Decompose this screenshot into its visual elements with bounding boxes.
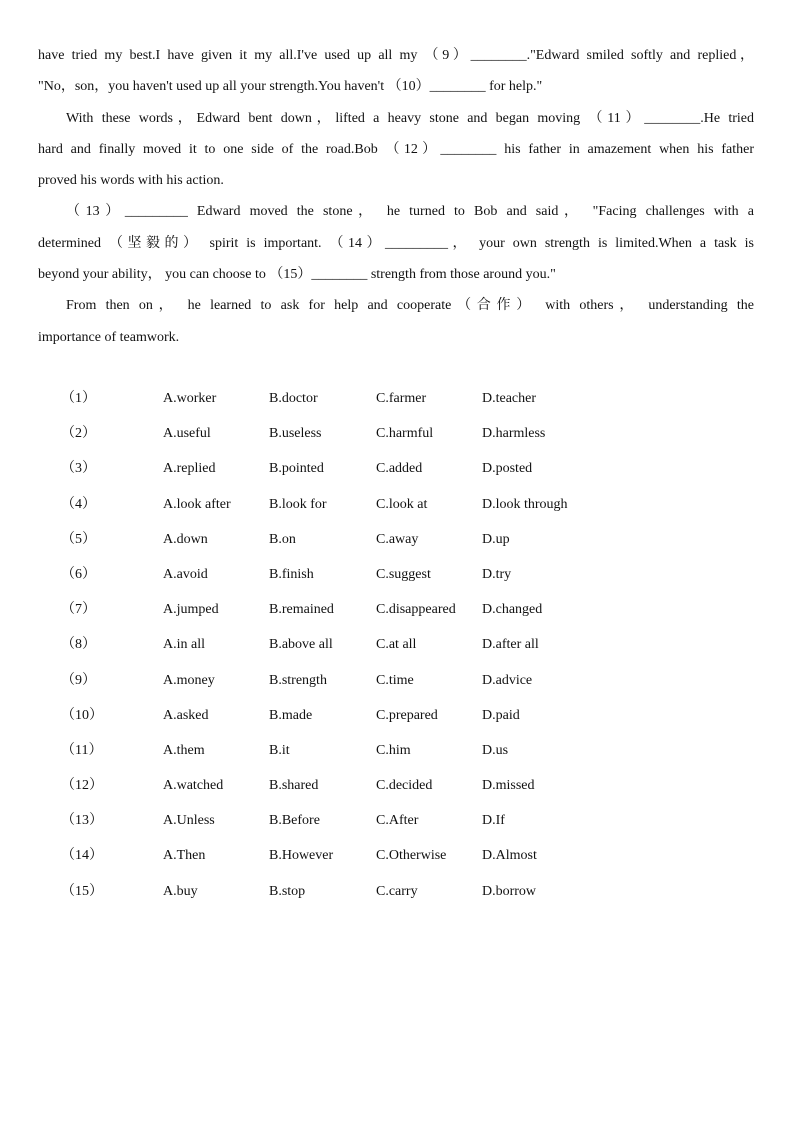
option-a: A.in all — [163, 637, 205, 653]
passage-line: hard and finally moved it to one side of the road.Bob （12）________ his father in amazement when his father — [38, 141, 754, 157]
question-row — [0, 522, 794, 557]
option-d: D.If — [482, 813, 505, 829]
option-c: C.decided — [376, 778, 433, 794]
option-d: D.advice — [482, 672, 533, 688]
question-number: （14） — [61, 848, 103, 864]
question-row — [0, 874, 794, 909]
option-a: A.watched — [163, 778, 224, 794]
option-a: A.buy — [163, 883, 198, 899]
option-a: A.Then — [163, 848, 206, 864]
option-d: D.paid — [482, 707, 520, 723]
option-a: A.asked — [163, 707, 209, 723]
question-number: （13） — [61, 813, 103, 829]
option-a: A.replied — [163, 461, 216, 477]
question-number: （1） — [61, 391, 96, 406]
question-number: （8） — [61, 637, 96, 653]
option-d: D.posted — [482, 461, 533, 477]
option-b: B.look for — [269, 496, 327, 512]
option-b: B.useless — [269, 426, 322, 442]
passage-line: （13）_________ Edward moved the stone， he turned to Bob and said， "Facing challenges with a — [66, 204, 754, 220]
option-b: B.stop — [269, 883, 306, 899]
option-c: C.added — [376, 461, 423, 477]
option-d: D.look through — [482, 496, 568, 512]
option-c: C.carry — [376, 883, 418, 899]
option-d: D.borrow — [482, 883, 537, 899]
question-row — [0, 838, 794, 873]
question-row — [0, 487, 794, 522]
option-c: C.look at — [376, 496, 428, 512]
option-c: C.After — [376, 813, 419, 829]
option-c: C.him — [376, 742, 411, 758]
option-c: C.Otherwise — [376, 848, 447, 864]
option-c: C.time — [376, 672, 414, 688]
question-number: （2） — [61, 426, 96, 442]
option-b: B.However — [269, 848, 334, 864]
question-number: （15） — [61, 883, 103, 899]
option-d: D.try — [482, 566, 512, 582]
option-b: B.pointed — [269, 461, 324, 477]
passage-line: beyond your ability， you can choose to （15）________ strength from those around you." — [38, 267, 556, 283]
question-number: （9） — [61, 672, 96, 688]
option-b: B.made — [269, 707, 313, 723]
option-b: B.strength — [269, 672, 327, 688]
question-row — [0, 557, 794, 592]
option-b: B.finish — [269, 566, 314, 582]
option-d: D.changed — [482, 602, 543, 618]
question-number: （11） — [61, 742, 103, 758]
question-row — [0, 803, 794, 838]
option-b: B.Before — [269, 813, 320, 829]
option-a: A.worker — [163, 391, 217, 406]
question-row — [0, 698, 794, 733]
option-b: B.doctor — [269, 391, 318, 406]
option-a: A.Unless — [163, 813, 215, 829]
question-number: （6） — [61, 566, 96, 582]
option-c: C.farmer — [376, 391, 427, 406]
passage-line: With these words，Edward bent down，lifted a heavy stone and began moving （11）________.He tried — [66, 110, 754, 126]
option-b: B.it — [269, 742, 290, 758]
question-number: （5） — [61, 531, 96, 547]
question-number: （3） — [61, 461, 96, 477]
question-number: （4） — [61, 496, 96, 512]
question-row — [0, 768, 794, 803]
passage-line: "No，son，you haven't used up all your strength.You haven't （10）________ for help." — [38, 79, 543, 95]
question-row — [0, 451, 794, 486]
question-number: （7） — [61, 602, 96, 618]
question-row — [0, 592, 794, 627]
option-d: D.Almost — [482, 848, 537, 864]
option-a: A.useful — [163, 426, 211, 442]
passage-line: proved his words with his action. — [38, 173, 224, 189]
option-a: A.jumped — [163, 602, 219, 618]
question-row — [0, 663, 794, 698]
option-a: A.look after — [163, 496, 231, 512]
option-a: A.them — [163, 742, 205, 758]
option-d: D.teacher — [482, 391, 537, 406]
passage-text — [38, 40, 754, 353]
option-d: D.up — [482, 531, 510, 547]
option-d: D.after all — [482, 637, 539, 653]
passage-line: have tried my best.I have given it my all.I've used up all my （9）________."Edward smiled softly and replied， — [38, 48, 754, 63]
option-c: C.suggest — [376, 566, 431, 582]
option-c: C.harmful — [376, 426, 434, 442]
option-b: B.remained — [269, 602, 334, 618]
option-d: D.missed — [482, 778, 535, 794]
option-b: B.above all — [269, 637, 333, 653]
question-number: （10） — [61, 707, 103, 723]
option-c: C.at all — [376, 637, 417, 653]
answer-options-table — [0, 381, 794, 909]
option-b: B.shared — [269, 778, 319, 794]
question-number: （12） — [61, 778, 103, 794]
question-row — [0, 381, 794, 416]
passage-line: From then on， he learned to ask for help and cooperate（合作） with others， understanding the — [66, 298, 754, 314]
passage-line: importance of teamwork. — [38, 329, 180, 345]
option-c: C.disappeared — [376, 602, 456, 618]
option-c: C.away — [376, 531, 419, 547]
option-d: D.harmless — [482, 426, 546, 442]
option-a: A.down — [163, 531, 208, 547]
question-row — [0, 733, 794, 768]
option-c: C.prepared — [376, 707, 438, 723]
option-a: A.money — [163, 672, 215, 688]
passage-line: determined （坚毅的） spirit is important. （14）_________， your own strength is limited.When a task is — [38, 235, 754, 251]
option-b: B.on — [269, 531, 296, 547]
question-row — [0, 627, 794, 662]
question-row — [0, 416, 794, 451]
option-a: A.avoid — [163, 566, 208, 582]
option-d: D.us — [482, 742, 509, 758]
